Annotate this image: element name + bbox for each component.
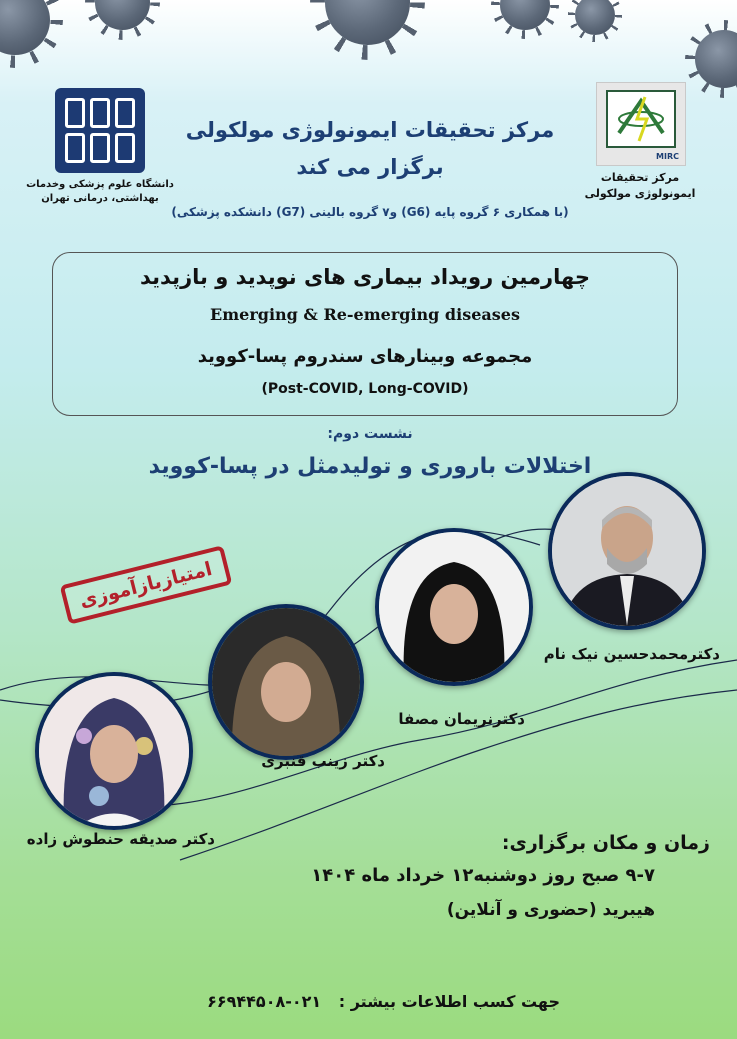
event-title-en: Emerging & Re-emerging diseases xyxy=(210,305,520,324)
contact-info xyxy=(160,992,560,1011)
series-title-fa: مجموعه وبینارهای سندروم پسا-کووید xyxy=(197,346,533,367)
speaker-name-3: دکتر زینب قنبری xyxy=(261,752,385,770)
mirc-logo xyxy=(596,82,686,166)
university-logo xyxy=(55,88,145,173)
speaker-name-1: دکترمحمدحسین نیک نام xyxy=(543,645,720,663)
cme-stamp: امتیازبازآموزی xyxy=(60,545,232,624)
speaker-name-2: دکترنریمان مصفا xyxy=(398,710,525,728)
speaker-photo-3 xyxy=(208,604,364,760)
contact-phone: ۰۲۱-۶۶۹۴۴۵۰۸ xyxy=(207,992,322,1011)
session-label: نشست دوم: xyxy=(327,426,413,442)
mirc-logo-caption: مرکز تحقیقات ایمونولوژی مولکولی xyxy=(584,171,696,200)
session-topic: اختلالات باروری و تولیدمثل در پسا-کووید xyxy=(148,454,592,479)
speaker-photo-4 xyxy=(35,672,193,830)
speaker-name-4: دکتر صدیقه حنطوش زاده xyxy=(26,830,215,848)
series-title-en: (Post-COVID, Long-COVID) xyxy=(261,381,469,397)
center-title: مرکز تحقیقات ایمونولوژی مولکولی xyxy=(185,118,555,142)
center-subtitle: برگزار می کند xyxy=(296,155,444,179)
mirc-logo-text: MIRC xyxy=(656,152,679,161)
speaker-photo-1 xyxy=(548,472,706,630)
schedule-label: زمان و مکان برگزاری: xyxy=(501,832,710,854)
schedule-date: ۹-۷ صبح روز دوشنبه۱۲ خرداد ماه ۱۴۰۴ xyxy=(311,865,655,886)
collaboration-note: (با همکاری ۶ گروه پایه (G6) و۷ گروه بالینی (G7) دانشکده پزشکی) xyxy=(171,205,569,219)
speaker-photo-2 xyxy=(375,528,533,686)
contact-label: جهت کسب اطلاعات بیشتر : xyxy=(338,992,560,1011)
university-logo-caption: دانشگاه علوم پزشکی وخدمات بهداشتی، درمانی تهران xyxy=(26,179,174,204)
schedule-mode: هیبرید (حضوری و آنلاین) xyxy=(446,900,655,920)
event-box xyxy=(52,252,678,416)
event-title-fa: چهارمین رویداد بیماری های نوپدید و بازپدید xyxy=(140,265,590,289)
